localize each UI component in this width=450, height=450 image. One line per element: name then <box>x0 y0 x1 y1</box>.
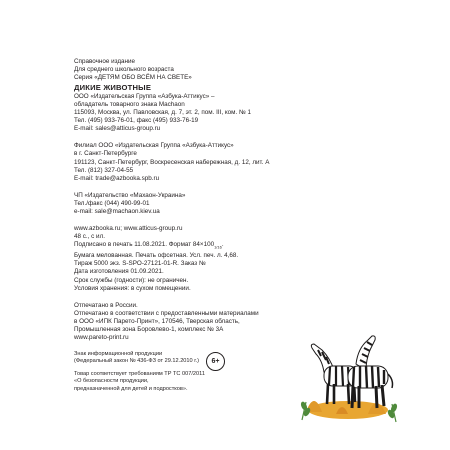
sign-line: (Федеральный закон № 436-ФЗ от 29.12.2010 г.) <box>74 358 199 365</box>
publisher-line: в г. Санкт-Петербурге <box>74 150 137 158</box>
printer-line: в ООО «ИПК Парето-Принт», 170546, Тверская область, <box>74 317 240 325</box>
print-format-text: Подписано в печать 11.08.2021. Формат 84×100 <box>74 241 215 249</box>
printer-line: Отпечатано в соответствии с предоставленными материалами <box>74 309 259 317</box>
publisher-line: E-mail: sales@atticus-group.ru <box>74 125 161 133</box>
edition-type: Справочное издание <box>74 58 136 65</box>
zebras-illustration <box>296 330 406 425</box>
publisher-line: 115093, Москва, ул. Павловская, д. 7, эт. 2, пом. III, ком. № 1 <box>74 109 252 117</box>
publisher-line: Тел./факс (044) 490-99-01 <box>74 200 150 208</box>
printer-line: Промышленная зона Боровлево-1, комплекс № 3А <box>74 326 224 334</box>
sign-line: Знак информационной продукции <box>74 351 163 358</box>
publisher-line: Филиал ООО «Издательская Группа «Азбука-Аттикус» <box>74 142 234 150</box>
publisher-line: обладатель товарного знака Machaon <box>74 100 185 108</box>
publisher-line: e-mail: sale@machaon.kiev.ua <box>74 208 160 216</box>
websites: www.azbooka.ru; www.atticus-group.ru <box>74 225 183 233</box>
leaf-sprig <box>300 402 310 420</box>
page-count: 48 с., с ил. <box>74 233 105 241</box>
print-format-fraction: 1/16 <box>214 244 222 250</box>
series: Серия «ДЕТЯМ ОБО ВСЁМ НА СВЕТЕ» <box>74 74 192 82</box>
printer-line: www.pareto-print.ru <box>74 334 129 342</box>
print-line: Условия хранения: в сухом помещении. <box>74 284 191 292</box>
compliance-line: предназначенной для детей и подростков». <box>74 385 188 392</box>
publisher-line: ООО «Издательская Группа «Азбука-Аттикус» – <box>74 92 215 100</box>
print-line: Тираж 5000 экз. S-SPO-27121-01-R. Заказ № <box>74 260 206 268</box>
leaf-sprig <box>387 404 397 422</box>
compliance-line: «О безопасности продукции, <box>74 378 149 385</box>
print-line: Дата изготовления 01.09.2021. <box>74 268 164 276</box>
sign-text <box>74 351 199 365</box>
publisher-line: 191123, Санкт-Петербург, Воскресенская набережная, д. 12, лит. А <box>74 158 270 166</box>
print-format-line <box>74 241 374 251</box>
print-format-end: . <box>221 241 224 249</box>
publisher-block-spb <box>74 142 374 183</box>
publisher-block-moscow <box>74 93 374 134</box>
book-title: ДИКИЕ ЖИВОТНЫЕ <box>74 82 152 92</box>
print-details <box>74 241 374 292</box>
audience: Для среднего школьного возраста <box>74 66 174 74</box>
print-line: Срок службы (годности): не ограничен. <box>74 276 189 284</box>
publisher-line: ЧП «Издательство «Махаон-Украина» <box>74 191 186 199</box>
publisher-line: Тел. (495) 933-76-01, факс (495) 933-76-19 <box>74 117 199 125</box>
publisher-block-ukraine <box>74 192 374 217</box>
publisher-line: E-mail: trade@azbooka.spb.ru <box>74 175 160 183</box>
printer-line: Отпечатано в России. <box>74 301 138 309</box>
age-rating-badge: 6+ <box>206 352 225 371</box>
compliance-line: Товар соответствует требованиям ТР ТС 007/2011 <box>74 371 205 378</box>
print-line: Бумага мелованная. Печать офсетная. Усл. печ. л. 4,68. <box>74 251 239 259</box>
publisher-line: Тел. (812) 327-04-55 <box>74 166 134 174</box>
